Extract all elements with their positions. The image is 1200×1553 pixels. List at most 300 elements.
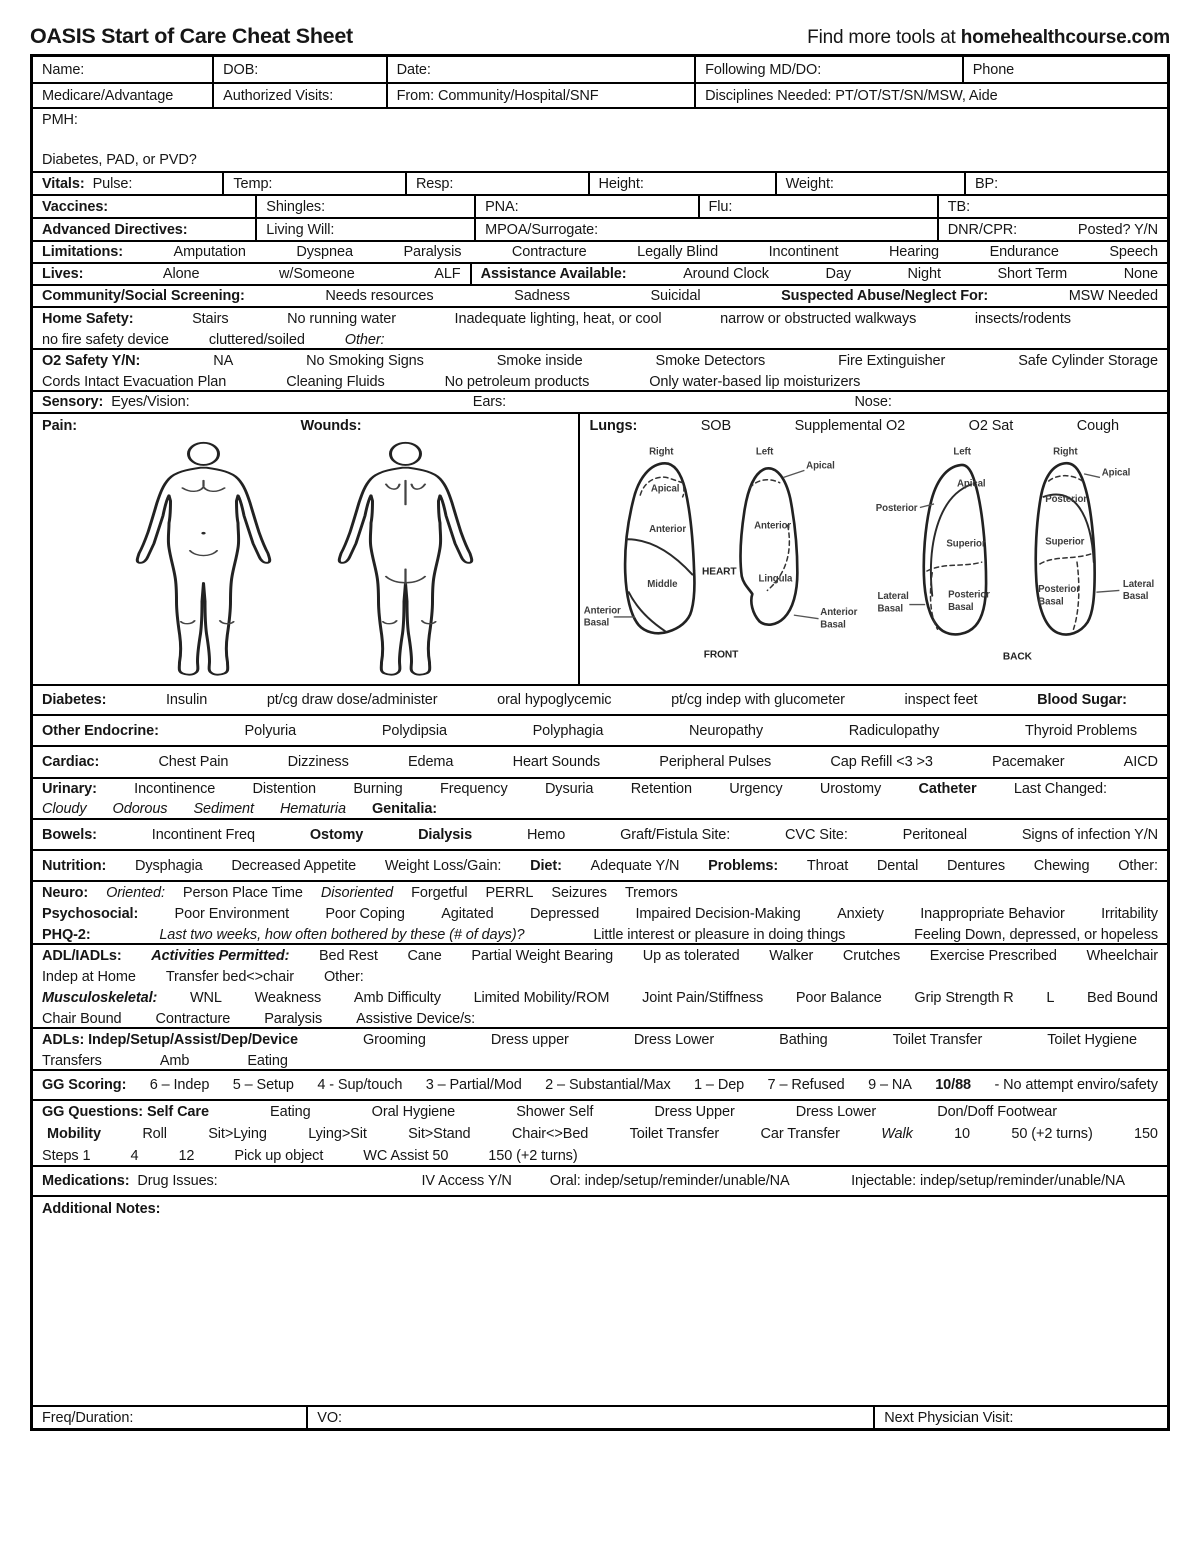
- neuro-item: Person Place Time: [182, 884, 303, 901]
- back-view-label: BACK: [1002, 651, 1032, 663]
- row-additional-notes: [33, 1195, 1167, 1405]
- adls-item: Amb: [159, 1052, 190, 1069]
- cardiac-item: Heart Sounds: [512, 754, 601, 770]
- gg-question-item: Roll: [142, 1126, 167, 1142]
- body-front-figure: [130, 440, 280, 678]
- limitations-item: Legally Blind: [637, 244, 719, 260]
- row-diabetes: [33, 684, 1167, 714]
- lung-label: Superior: [946, 538, 986, 550]
- row-frequency-orders: [33, 1405, 1167, 1428]
- row-urinary: [33, 777, 1167, 818]
- nutrition-item: Nutrition:: [42, 857, 107, 874]
- endocrine-item: Polydipsia: [381, 722, 447, 739]
- row-payer: [33, 82, 1167, 107]
- o2-safety-item: No petroleum products: [444, 373, 590, 390]
- musculoskeletal-item: Grip Strength R: [914, 989, 1014, 1006]
- row-adl-iadl-musculoskeletal: [33, 943, 1167, 1027]
- row-bowels: [33, 818, 1167, 849]
- gg-question-item: Walk: [881, 1126, 913, 1142]
- lung-label: Basal: [1037, 596, 1064, 608]
- gg-question-item: Lying>Sit: [308, 1126, 367, 1142]
- psychosocial-item: Anxiety: [837, 905, 884, 922]
- assistance-item: Night: [907, 266, 941, 282]
- gg-question-item: 10: [954, 1126, 971, 1142]
- o2-safety-item: O2 Safety Y/N:: [42, 352, 141, 369]
- gg-question-item: WC Assist 50: [363, 1148, 449, 1164]
- home-safety-item: no fire safety device: [42, 331, 169, 348]
- row-adls: [33, 1027, 1167, 1069]
- next-physician-visit-label: Next Physician Visit:: [884, 1409, 1014, 1426]
- lung-label: Basal: [584, 617, 610, 629]
- row-limitations: [33, 240, 1167, 262]
- o2-safety-item: NA: [213, 352, 234, 369]
- row-neuro-psychosocial: [33, 880, 1167, 943]
- home-safety-item: Stairs: [192, 310, 229, 327]
- cardiac-item: Cardiac:: [42, 754, 100, 770]
- lung-label: Anterior: [649, 524, 687, 536]
- row-gg-questions: [33, 1099, 1167, 1165]
- wounds-label: Wounds:: [300, 418, 362, 434]
- musculoskeletal-item: Chair Bound: [42, 1010, 122, 1027]
- bowels-item: Signs of infection Y/N: [1021, 826, 1158, 843]
- limitations-item: Amputation: [173, 244, 246, 260]
- lung-label: Posterior: [875, 502, 918, 514]
- musculoskeletal-item: Assistive Device/s:: [356, 1010, 476, 1027]
- urinary-item: Burning: [353, 781, 403, 797]
- lung-label: Apical: [1101, 467, 1130, 479]
- home-safety-item: Inadequate lighting, heat, or cool: [454, 310, 662, 327]
- freq-duration-label: Freq/Duration:: [42, 1409, 134, 1426]
- lungs-item: O2 Sat: [968, 418, 1014, 434]
- authorized-visits-label: Authorized Visits:: [223, 87, 334, 104]
- neuro-item: PERRL: [485, 884, 534, 901]
- diabetes-item: Diabetes:: [42, 692, 107, 708]
- neuro-item: Disoriented: [320, 884, 394, 901]
- community-item: Needs resources: [325, 288, 434, 304]
- name-field-label: Name:: [42, 61, 85, 78]
- oral-meds-label: Oral: indep/setup/reminder/unable/NA: [549, 1173, 790, 1189]
- sensory-label: Eyes/Vision:: [111, 394, 190, 410]
- urinary-item: Incontinence: [134, 781, 216, 797]
- home-safety-item: insects/rodents: [974, 310, 1071, 327]
- psychosocial-item: Psychosocial:: [42, 905, 139, 922]
- home-safety-item: No running water: [287, 310, 396, 327]
- psychosocial-item: Poor Coping: [325, 905, 405, 922]
- gg-question-item: Mobility: [47, 1126, 101, 1142]
- lung-label: Posterior: [947, 589, 990, 601]
- lung-label: Left: [756, 446, 774, 458]
- gg-question-item: Oral Hygiene: [371, 1104, 456, 1120]
- phq2-item: Feeling Down, depressed, or hopeless: [914, 926, 1158, 943]
- endocrine-item: Neuropathy: [689, 722, 763, 739]
- lung-label: Basal: [877, 603, 903, 615]
- o2-safety-item: Safe Cylinder Storage: [1018, 352, 1158, 369]
- gg-question-item: Shower Self: [516, 1104, 594, 1120]
- diabetes-item: pt/cg draw dose/administer: [266, 692, 438, 708]
- page-title: OASIS Start of Care Cheat Sheet: [30, 24, 353, 48]
- gg-question-item: 150 (+2 turns): [488, 1148, 578, 1164]
- adl-item: Transfer bed<>chair: [165, 968, 294, 985]
- urinary-item: Cloudy: [42, 801, 87, 817]
- medicare-label: Medicare/Advantage: [42, 87, 174, 104]
- o2-safety-item: No Smoking Signs: [306, 352, 424, 369]
- gg-score-item: 7 – Refused: [767, 1077, 845, 1093]
- endocrine-item: Other Endocrine:: [42, 722, 159, 739]
- assistance-item: Short Term: [997, 266, 1068, 282]
- nutrition-item: Decreased Appetite: [231, 857, 357, 874]
- musculoskeletal-item: WNL: [189, 989, 222, 1006]
- endocrine-item: Radiculopathy: [848, 722, 940, 739]
- gg-question-item: Sit>Stand: [408, 1126, 471, 1142]
- bp-label: BP:: [974, 175, 999, 192]
- adl-item: Other:: [323, 968, 364, 985]
- nutrition-item: Adequate Y/N: [590, 857, 680, 874]
- adls-item: Transfers: [42, 1052, 102, 1069]
- lungs-front-diagram: [582, 438, 873, 674]
- home-safety-item: Home Safety:: [42, 310, 134, 327]
- diabetes-item: pt/cg indep with glucometer: [671, 692, 845, 708]
- lung-label: Posterior: [1037, 584, 1080, 596]
- limitations-item: Paralysis: [403, 244, 462, 260]
- psychosocial-item: Agitated: [441, 905, 494, 922]
- phq2-item: Last two weeks, how often bothered by these (# of days)?: [159, 926, 525, 943]
- row-lives-assistance: [33, 262, 1167, 284]
- resp-label: Resp:: [415, 175, 454, 192]
- living-will-label: Living Will:: [266, 221, 335, 238]
- gg-score-item: 6 – Indep: [149, 1077, 210, 1093]
- tb-label: TB:: [947, 198, 971, 215]
- lungs-back-diagram: [874, 438, 1165, 674]
- adls-item: Toilet Hygiene: [1047, 1031, 1137, 1048]
- urinary-item: Urinary:: [42, 781, 97, 797]
- gg-score-item: 5 – Setup: [232, 1077, 294, 1093]
- gg-question-item: Steps 1: [42, 1148, 91, 1164]
- cardiac-item: Edema: [407, 754, 454, 770]
- gg-question-item: 50 (+2 turns): [1011, 1126, 1093, 1142]
- find-more-tools-text: [807, 27, 1170, 49]
- diabetes-item: oral hypoglycemic: [497, 692, 612, 708]
- cardiac-item: Chest Pain: [158, 754, 229, 770]
- adl-item: Walker: [769, 947, 814, 964]
- lung-label: Right: [649, 446, 674, 458]
- medication-item: Medications:: [42, 1173, 130, 1189]
- lungs-item: Cough: [1076, 418, 1119, 434]
- vitals-label: Vitals:: [42, 175, 85, 192]
- row-vaccines: [33, 194, 1167, 217]
- psychosocial-item: Inappropriate Behavior: [920, 905, 1065, 922]
- row-o2-safety: [33, 348, 1167, 390]
- adls-item: Eating: [247, 1052, 288, 1069]
- urinary-item: Last Changed:: [1013, 781, 1107, 797]
- limitations-item: Dyspnea: [296, 244, 353, 260]
- gg-question-item: 12: [178, 1148, 195, 1164]
- shingles-label: Shingles:: [266, 198, 325, 215]
- musculoskeletal-item: Joint Pain/Stiffness: [642, 989, 764, 1006]
- neuro-item: Forgetful: [411, 884, 468, 901]
- gg-question-item: Toilet Transfer: [629, 1126, 720, 1142]
- urinary-item: Distention: [252, 781, 317, 797]
- cheat-sheet-table: [30, 54, 1170, 1431]
- gg-score-item: - No attempt enviro/safety: [994, 1077, 1158, 1093]
- assistance-item: None: [1123, 266, 1158, 282]
- o2-safety-item: Smoke inside: [496, 352, 583, 369]
- disciplines-label: Disciplines Needed: PT/OT/ST/SN/MSW, Aide: [705, 87, 998, 104]
- bowels-item: CVC Site:: [785, 826, 848, 843]
- gg-question-item: 150: [1134, 1126, 1158, 1142]
- gg-question-item: Pick up object: [234, 1148, 324, 1164]
- adl-item: Exercise Prescribed: [929, 947, 1057, 964]
- row-home-safety: [33, 306, 1167, 348]
- lung-label: Apical: [806, 460, 836, 472]
- bowels-item: Hemo: [526, 826, 566, 843]
- lung-label: Middle: [647, 578, 678, 590]
- from-label: From: Community/Hospital/SNF: [396, 87, 599, 104]
- community-item: Suspected Abuse/Neglect For:: [781, 288, 989, 304]
- posted-label: Posted? Y/N: [1077, 221, 1158, 238]
- row-advanced-directives: [33, 217, 1167, 240]
- lung-diagrams: [580, 438, 1167, 674]
- row-gg-scoring: [33, 1069, 1167, 1099]
- endocrine-item: Polyphagia: [532, 722, 604, 739]
- adls-item: Dress upper: [490, 1031, 569, 1048]
- medication-item: Drug Issues:: [137, 1173, 218, 1189]
- adl-item: Cane: [407, 947, 442, 964]
- o2-safety-item: Cords Intact Evacuation Plan: [42, 373, 227, 390]
- gg-question-item: Dress Upper: [654, 1104, 735, 1120]
- urinary-item: Hematuria: [279, 801, 346, 817]
- gg-question-item: Don/Doff Footwear: [937, 1104, 1057, 1120]
- lives-item: Lives:: [42, 266, 84, 282]
- limitations-item: Hearing: [888, 244, 940, 260]
- cardiac-item: Peripheral Pulses: [659, 754, 772, 770]
- endocrine-item: Thyroid Problems: [1024, 722, 1137, 739]
- row-vitals: [33, 171, 1167, 194]
- additional-notes-label: Additional Notes:: [42, 1201, 161, 1217]
- assistance-item: Assistance Available:: [480, 266, 627, 282]
- front-view-label: FRONT: [704, 649, 739, 661]
- cardiac-item: Dizziness: [287, 754, 349, 770]
- pna-label: PNA:: [485, 198, 519, 215]
- bowels-item: Incontinent Freq: [151, 826, 255, 843]
- lives-item: ALF: [434, 266, 461, 282]
- community-item: Sadness: [514, 288, 570, 304]
- weight-label: Weight:: [785, 175, 834, 192]
- masthead: [30, 24, 1170, 54]
- urinary-item: Sediment: [193, 801, 254, 817]
- gg-question-item: Sit>Lying: [208, 1126, 267, 1142]
- row-other-endocrine: [33, 714, 1167, 745]
- body-back-figure: [332, 440, 482, 678]
- gg-question-item: Car Transfer: [760, 1126, 840, 1142]
- bowels-item: Ostomy: [309, 826, 364, 843]
- row-medications: [33, 1165, 1167, 1195]
- lung-label: Superior: [1044, 536, 1085, 548]
- diabetes-item: Blood Sugar:: [1037, 692, 1127, 708]
- lung-label: Basal: [947, 601, 974, 613]
- community-item: Suicidal: [650, 288, 701, 304]
- lungs-item: Supplemental O2: [794, 418, 906, 434]
- o2-safety-item: Only water-based lip moisturizers: [649, 373, 861, 390]
- adl-item: Bed Rest: [318, 947, 378, 964]
- psychosocial-item: Irritability: [1101, 905, 1158, 922]
- sensory-label: Sensory:: [42, 394, 104, 410]
- diabetes-item: Insulin: [165, 692, 208, 708]
- pmh-label: PMH:: [42, 112, 78, 128]
- neuro-item: Neuro:: [42, 884, 89, 901]
- vitals-label: Pulse:: [92, 175, 133, 192]
- limitations-item: Limitations:: [42, 244, 123, 260]
- lung-label: Apical: [956, 478, 986, 490]
- nutrition-item: Other:: [1118, 857, 1158, 874]
- following-md-label: Following MD/DO:: [705, 61, 822, 78]
- community-item: Community/Social Screening:: [42, 288, 245, 304]
- psychosocial-item: Poor Environment: [174, 905, 290, 922]
- urinary-item: Urgency: [729, 781, 783, 797]
- musculoskeletal-item: Poor Balance: [795, 989, 882, 1006]
- gg-question-item: Dress Lower: [795, 1104, 877, 1120]
- bowels-item: Dialysis: [418, 826, 473, 843]
- find-prefix: Find more tools at: [807, 27, 961, 48]
- assistance-item: Day: [825, 266, 851, 282]
- adl-item: Crutches: [842, 947, 901, 964]
- o2-safety-item: Fire Extinguisher: [838, 352, 946, 369]
- bowels-item: Peritoneal: [902, 826, 967, 843]
- community-item: MSW Needed: [1068, 288, 1158, 304]
- cardiac-item: Pacemaker: [992, 754, 1065, 770]
- gg-question-item: Eating: [270, 1104, 311, 1120]
- home-safety-item: Other:: [344, 331, 385, 348]
- lung-label: Lingula: [758, 573, 793, 585]
- musculoskeletal-item: Weakness: [254, 989, 322, 1006]
- cardiac-item: Cap Refill <3 >3: [830, 754, 933, 770]
- home-safety-item: cluttered/soiled: [208, 331, 305, 348]
- psychosocial-item: Depressed: [529, 905, 600, 922]
- adls-item: Dress Lower: [633, 1031, 715, 1048]
- heart-label: HEART: [702, 566, 737, 578]
- urinary-item: Frequency: [439, 781, 508, 797]
- lung-label: Apical: [651, 483, 680, 495]
- gg-score-item: 10/88: [935, 1077, 972, 1093]
- nutrition-item: Diet:: [530, 857, 562, 874]
- ears-label: Ears:: [472, 394, 507, 410]
- adl-item: Indep at Home: [42, 968, 136, 985]
- nutrition-item: Dysphagia: [134, 857, 203, 874]
- bowels-item: Graft/Fistula Site:: [620, 826, 731, 843]
- urinary-item: Dysuria: [544, 781, 594, 797]
- gg-question-item: Chair<>Bed: [511, 1126, 589, 1142]
- lives-item: w/Someone: [279, 266, 355, 282]
- flu-label: Flu:: [708, 198, 733, 215]
- musculoskeletal-item: Amb Difficulty: [353, 989, 441, 1006]
- psychosocial-item: Impaired Decision-Making: [635, 905, 801, 922]
- adl-item: Partial Weight Bearing: [471, 947, 614, 964]
- urinary-item: Genitalia:: [371, 801, 438, 817]
- website-name: homehealthcourse.com: [960, 27, 1170, 48]
- nutrition-item: Chewing: [1033, 857, 1090, 874]
- lung-label: Right: [1052, 446, 1078, 458]
- adls-item: ADLs: Indep/Setup/Assist/Dep/Device: [42, 1031, 298, 1048]
- pmh-question: Diabetes, PAD, or PVD?: [42, 152, 197, 168]
- vaccines-label: Vaccines:: [42, 198, 109, 215]
- nutrition-item: Dentures: [946, 857, 1006, 874]
- row-sensory: [33, 390, 1167, 412]
- phone-field-label: Phone: [972, 61, 1015, 78]
- musculoskeletal-item: Contracture: [155, 1010, 231, 1027]
- nutrition-item: Problems:: [708, 857, 779, 874]
- gg-score-item: 3 – Partial/Mod: [425, 1077, 522, 1093]
- limitations-item: Contracture: [511, 244, 587, 260]
- adl-item: Activities Permitted:: [151, 947, 290, 964]
- nutrition-item: Dental: [876, 857, 919, 874]
- lung-label: Anterior: [820, 607, 858, 619]
- gg-question-item: GG Questions: Self Care: [42, 1104, 209, 1120]
- adls-item: Bathing: [779, 1031, 828, 1048]
- vo-label: VO:: [317, 1409, 342, 1426]
- musculoskeletal-item: L: [1046, 989, 1055, 1006]
- pain-label: Pain:: [42, 418, 77, 434]
- gg-score-item: 9 – NA: [868, 1077, 912, 1093]
- gg-score-item: 4 - Sup/touch: [317, 1077, 403, 1093]
- endocrine-item: Polyuria: [244, 722, 297, 739]
- neuro-item: Oriented:: [106, 884, 165, 901]
- bowels-item: Bowels:: [42, 826, 97, 843]
- lives-item: Alone: [162, 266, 200, 282]
- lung-label: Basal: [1122, 591, 1149, 603]
- height-label: Height:: [598, 175, 644, 192]
- lung-label: Anterior: [754, 520, 792, 532]
- home-safety-item: narrow or obstructed walkways: [720, 310, 917, 327]
- dnr-cpr-label: DNR/CPR:: [947, 221, 1018, 238]
- mpoa-label: MPOA/Surrogate:: [485, 221, 599, 238]
- phq2-item: Little interest or pleasure in doing things: [593, 926, 846, 943]
- limitations-item: Speech: [1109, 244, 1158, 260]
- o2-safety-item: Smoke Detectors: [655, 352, 766, 369]
- nose-label: Nose:: [854, 394, 892, 410]
- injectable-meds-label: Injectable: indep/setup/reminder/unable/NA: [851, 1173, 1125, 1189]
- advanced-directives-label: Advanced Directives:: [42, 221, 188, 238]
- nutrition-item: Throat: [806, 857, 849, 874]
- row-pain-wounds-lungs: [33, 412, 1167, 684]
- body-diagrams: [33, 438, 578, 678]
- neuro-item: Tremors: [624, 884, 678, 901]
- limitations-item: Endurance: [989, 244, 1059, 260]
- musculoskeletal-item: Paralysis: [264, 1010, 323, 1027]
- nutrition-item: Weight Loss/Gain:: [384, 857, 502, 874]
- temp-label: Temp:: [233, 175, 273, 192]
- gg-score-item: 1 – Dep: [694, 1077, 745, 1093]
- row-pmh: [33, 107, 1167, 171]
- gg-score-item: GG Scoring:: [42, 1077, 127, 1093]
- urinary-item: Urostomy: [819, 781, 882, 797]
- lung-label: Lateral: [877, 591, 909, 603]
- row-nutrition: [33, 849, 1167, 880]
- urinary-item: Odorous: [112, 801, 168, 817]
- neuro-item: Seizures: [551, 884, 607, 901]
- lung-label: Anterior: [584, 605, 622, 617]
- adl-item: Up as tolerated: [642, 947, 740, 964]
- row-demographics: [33, 57, 1167, 82]
- lungs-item: SOB: [700, 418, 732, 434]
- gg-score-item: 2 – Substantial/Max: [545, 1077, 671, 1093]
- lung-label: Left: [953, 446, 971, 458]
- musculoskeletal-item: Musculoskeletal:: [42, 989, 158, 1006]
- lung-label: Posterior: [1044, 494, 1087, 506]
- diabetes-item: inspect feet: [904, 692, 978, 708]
- urinary-item: Catheter: [918, 781, 977, 797]
- urinary-item: Retention: [630, 781, 692, 797]
- date-field-label: Date:: [396, 61, 431, 78]
- adls-item: Grooming: [362, 1031, 426, 1048]
